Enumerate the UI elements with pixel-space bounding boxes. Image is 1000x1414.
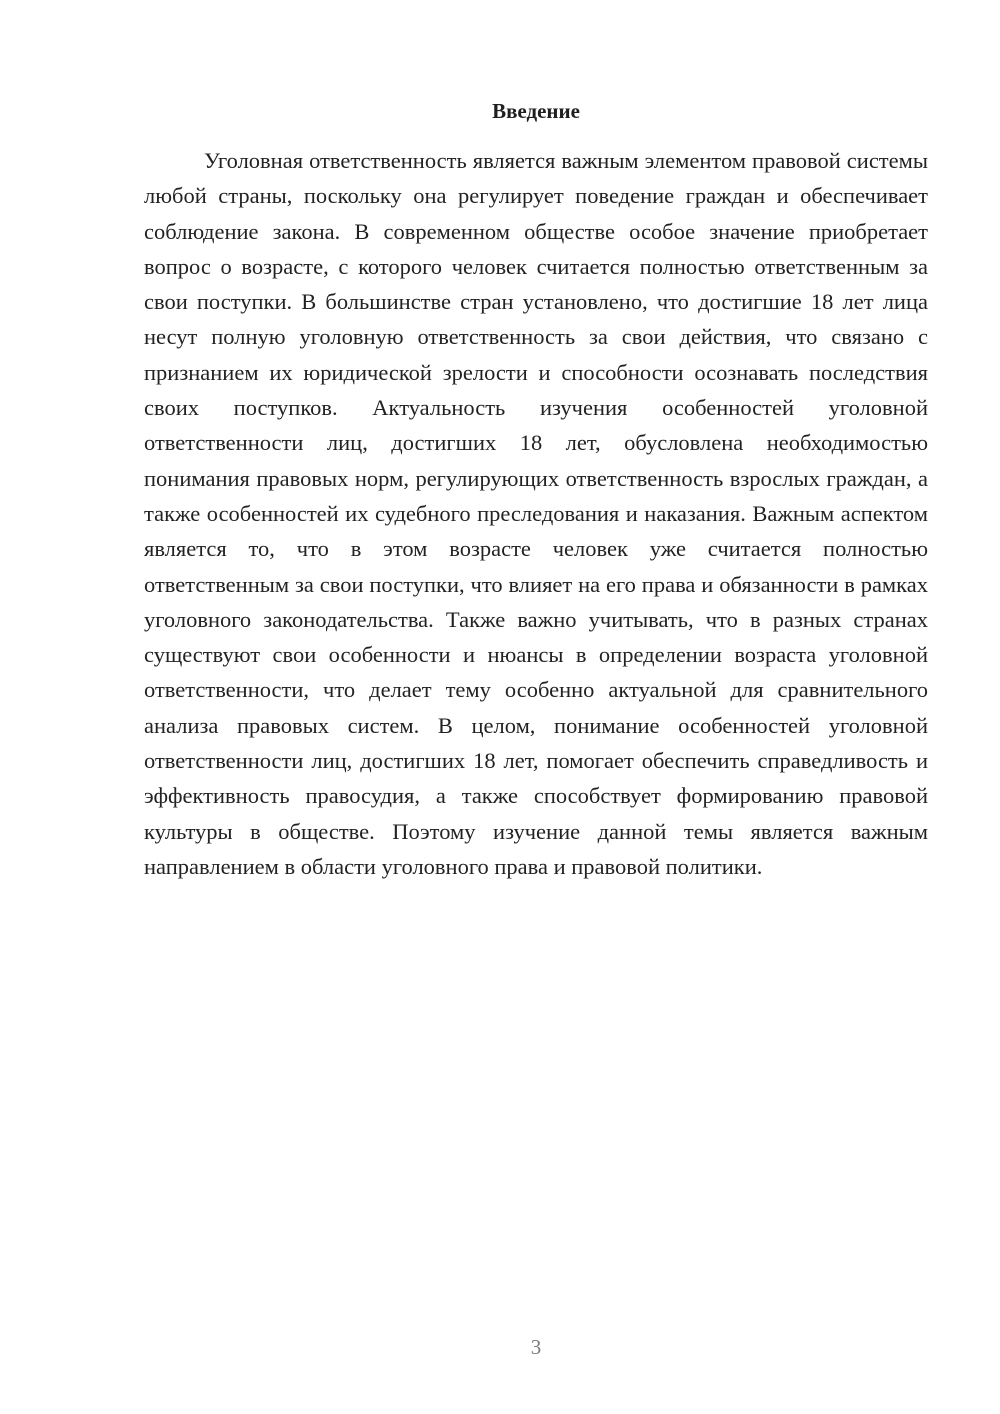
page-number: 3 <box>530 1335 542 1359</box>
body-paragraph: Уголовная ответственность является важным элементом правовой системы любой страны, поскольку она регулирует поведение граждан и обеспечивает соблюдение закона. В современном обществе особое значение приобретает вопрос о возрасте, с которого человек считается полностью ответственным за свои поступки. В большинстве стран установлено, что достигшие 18 лет лица несут полную уголовную ответственность за свои действия, что связано с признанием их юридической зрелости и способности осознавать последствия своих поступков. Актуальность изучения особенностей уголовной ответственности лиц, достигших 18 лет, обусловлена необходимостью понимания правовых норм, регулирующих ответственность взрослых граждан, а также особенностей их судебного преследования и наказания. Важным аспектом является то, что в этом возрасте человек уже считается полностью ответственным за свои поступки, что влияет на его права и обязанности в рамках уголовного законодательства. Также важно учитывать, что в разных странах существуют свои особенности и нюансы в определении возраста уголовной ответственности, что делает тему особенно актуальной для сравнительного анализа правовых систем. В целом, понимание особенностей уголовной ответственности лиц, достигших 18 лет, помогает обеспечить справедливость и эффективность правосудия, а также способствует формированию правовой культуры в обществе. Поэтому изучение данной темы является важным направлением в области уголовного права и правовой политики. <box>144 148 928 879</box>
section-heading: Введение <box>492 99 580 123</box>
